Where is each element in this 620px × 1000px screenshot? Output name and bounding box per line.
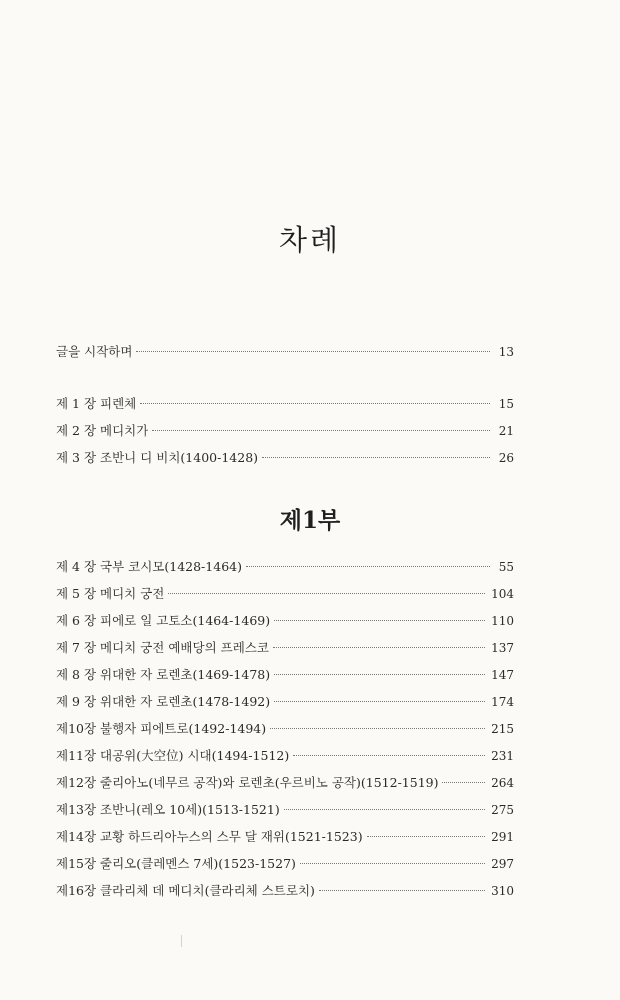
dot-leader <box>274 620 485 621</box>
toc-entry-label: 제 3 장 조반니 디 비치(1400-1428) <box>56 450 259 465</box>
toc-entry-label: 글을 시작하며 <box>56 344 133 359</box>
toc-entry-label: 제11장 대공위(大空位) 시대(1494-1512) <box>56 748 290 763</box>
toc-entry <box>56 580 514 607</box>
toc-entry <box>56 553 514 580</box>
toc-entry <box>56 688 514 715</box>
toc-entry-page: 275 <box>491 803 514 817</box>
page-title: 차례 <box>278 223 342 257</box>
dot-leader <box>274 674 485 675</box>
toc-entry-label: 제 5 장 메디치 궁전 <box>56 586 165 601</box>
toc-entry-page: 15 <box>498 397 514 411</box>
toc-entry <box>56 850 514 877</box>
dot-leader <box>270 728 485 729</box>
toc-entry-label: 제 6 장 피에로 일 고토소(1464-1469) <box>56 613 271 628</box>
dot-leader <box>262 457 490 458</box>
toc-entry-label: 제 1 장 피렌체 <box>56 396 137 411</box>
toc-entry-page: 291 <box>491 830 514 844</box>
dot-leader <box>274 701 485 702</box>
toc-entry-label: 제15장 줄리오(클레멘스 7세)(1523-1527) <box>56 856 296 871</box>
dot-leader <box>168 593 485 594</box>
toc-entry-page: 21 <box>498 424 514 438</box>
toc-entry-page: 174 <box>491 695 514 709</box>
dot-leader <box>140 403 490 404</box>
toc-entry-page: 26 <box>498 451 514 465</box>
toc-entry <box>56 338 514 365</box>
toc-entry-label: 제14장 교황 하드리아누스의 스무 달 재위(1521-1523) <box>56 829 363 844</box>
toc-entry <box>56 417 514 444</box>
toc-entry <box>56 796 514 823</box>
dot-leader <box>246 566 490 567</box>
toc-entry-label: 제 4 장 국부 코시모(1428-1464) <box>56 559 242 574</box>
toc-entry-label: 제 7 장 메디치 궁전 예배당의 프레스코 <box>56 640 269 655</box>
toc-entry-label: 제16장 클라리체 데 메디치(클라리체 스트로치) <box>56 883 315 898</box>
dot-leader <box>293 755 485 756</box>
toc-entry <box>56 715 514 742</box>
toc-entry-label: 제10장 불행자 피에트로(1492-1494) <box>56 721 267 736</box>
toc-entry-page: 215 <box>491 722 514 736</box>
toc-entry-label: 제 2 장 메디치가 <box>56 423 149 438</box>
dot-leader <box>284 809 485 810</box>
toc-entry-label: 제12장 줄리아노(네무르 공작)와 로렌초(우르비노 공작)(1512-1519) <box>56 775 439 790</box>
toc-entry-label: 제 9 장 위대한 자 로렌초(1478-1492) <box>56 694 271 709</box>
toc-entry-page: 137 <box>491 641 514 655</box>
toc-entry-page: 13 <box>498 345 514 359</box>
toc-entry-label: 제 8 장 위대한 자 로렌초(1469-1478) <box>56 667 271 682</box>
dot-leader <box>442 782 485 783</box>
toc-part1-section <box>56 553 514 904</box>
toc-entry <box>56 823 514 850</box>
toc-entry-page: 104 <box>491 587 514 601</box>
dot-leader <box>319 890 485 891</box>
toc-entry-page: 55 <box>498 560 514 574</box>
toc-entry <box>56 661 514 688</box>
part-heading: 제1부 <box>279 507 341 534</box>
toc-entry-label: 제13장 조반니(레오 10세)(1513-1521) <box>56 802 280 817</box>
toc-entry-page: 147 <box>491 668 514 682</box>
toc-entry-page: 310 <box>491 884 514 898</box>
dot-leader <box>136 351 490 352</box>
toc-preface-section <box>56 390 514 471</box>
toc-entry <box>56 742 514 769</box>
dot-leader <box>300 863 485 864</box>
toc-entry-page: 264 <box>491 776 514 790</box>
toc-entry <box>56 607 514 634</box>
toc-entry-page: 110 <box>491 614 514 628</box>
dot-leader <box>367 836 486 837</box>
toc-entry <box>56 444 514 471</box>
toc-entry <box>56 634 514 661</box>
toc-entry-page: 231 <box>491 749 514 763</box>
toc-entry <box>56 769 514 796</box>
toc-entry-page: 297 <box>491 857 514 871</box>
dot-leader <box>273 647 485 648</box>
toc-entry <box>56 877 514 904</box>
toc-entry <box>56 390 514 417</box>
toc-intro-section <box>56 338 514 365</box>
page-crease-mark <box>181 935 182 947</box>
dot-leader <box>152 430 490 431</box>
